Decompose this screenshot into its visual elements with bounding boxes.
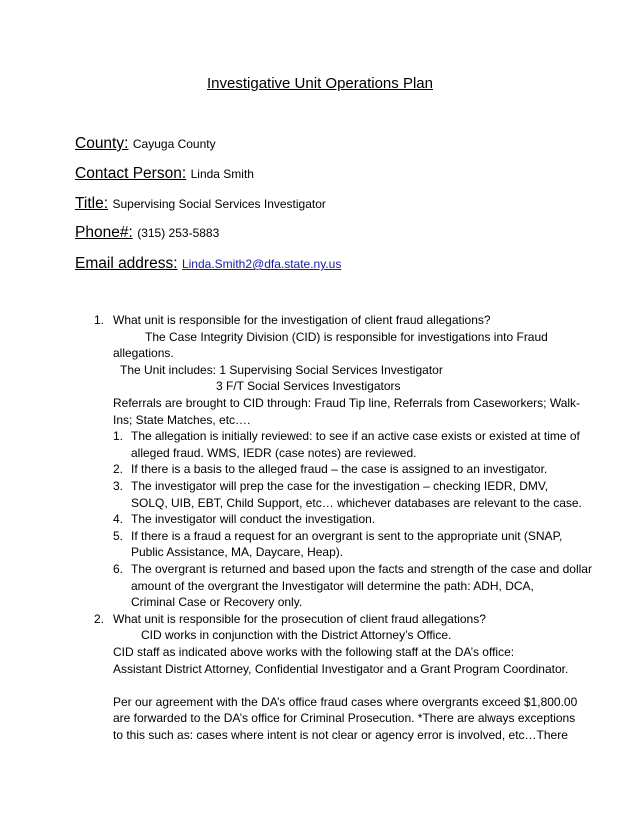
question-1-text: What unit is responsible for the investigation of client fraud allegations? xyxy=(113,313,491,327)
question-1-answer-line-2: allegations. xyxy=(113,346,174,361)
question-2-number: 2. xyxy=(94,611,105,626)
document-title: Investigative Unit Operations Plan xyxy=(207,75,433,92)
phone-value: (315) 253-5883 xyxy=(137,226,220,240)
question-1-answer-line-1: The Case Integrity Division (CID) is responsible for investigations into Fraud xyxy=(145,329,548,344)
phone-label: Phone#: xyxy=(75,224,133,241)
title-label: Title: xyxy=(75,195,109,212)
email-field xyxy=(75,254,341,274)
step-1-line-1: The allegation is initially reviewed: to see if an active case exists or existed at time of xyxy=(131,429,580,444)
county-value: Cayuga County xyxy=(132,137,216,151)
title-field xyxy=(75,194,326,214)
step-4-line-1: The investigator will conduct the investigation. xyxy=(131,512,376,527)
email-label: Email address: xyxy=(75,255,178,272)
contact-person-field xyxy=(75,164,254,184)
contact-person-value: Linda Smith xyxy=(190,167,254,181)
step-1-line-2: alleged fraud. WMS, IEDR (case notes) are reviewed. xyxy=(131,445,417,460)
step-3-line-2: SOLQ, UIB, EBT, Child Support, etc… whichever databases are relevant to the case. xyxy=(131,495,582,510)
step-6-line-3: Criminal Case or Recovery only. xyxy=(131,595,303,610)
step-5-line-2: Public Assistance, MA, Daycare, Heap). xyxy=(131,545,344,560)
agreement-line-1: Per our agreement with the DA’s office fraud cases where overgrants exceed $1,800.00 xyxy=(113,694,578,709)
cid-staff-line-2: Assistant District Attorney, Confidential Investigator and a Grant Program Coordinator. xyxy=(113,661,569,676)
phone-field xyxy=(75,223,219,243)
step-6-number: 6. xyxy=(113,562,124,576)
step-2-line-1: If there is a basis to the alleged fraud – the case is assigned to an investigator. xyxy=(131,462,548,477)
step-1-number: 1. xyxy=(113,429,124,444)
county-field xyxy=(75,134,216,154)
referrals-line-1: Referrals are brought to CID through: Fraud Tip line, Referrals from Caseworkers; Walk- xyxy=(113,396,581,410)
referrals-line-2: Ins; State Matches, etc…. xyxy=(113,412,251,427)
step-6-line-1: The overgrant is returned and based upon the facts and strength of the case and dollar xyxy=(131,562,592,576)
unit-includes-line-2: 3 F/T Social Services Investigators xyxy=(216,379,401,394)
step-6-line-2: amount of the overgrant the Investigator will determine the path: ADH, DCA, xyxy=(131,578,534,593)
agreement-line-3: to this such as: cases where intent is not clear or agency error is involved, etc…There xyxy=(113,728,568,742)
cid-staff-line-1: CID staff as indicated above works with the following staff at the DA’s office: xyxy=(113,645,515,659)
agreement-line-2: are forwarded to the DA’s office for Criminal Prosecution. *There are always exceptions xyxy=(113,711,576,726)
step-4-number: 4. xyxy=(113,512,124,527)
unit-includes-line-1: The Unit includes: 1 Supervising Social Services Investigator xyxy=(120,362,443,377)
step-5-line-1: If there is a fraud a request for an overgrant is sent to the appropriate unit (SNAP, xyxy=(131,528,563,543)
title-value: Supervising Social Services Investigator xyxy=(112,197,326,211)
step-5-number: 5. xyxy=(113,528,124,543)
step-2-number: 2. xyxy=(113,462,124,477)
contact-person-label: Contact Person: xyxy=(75,165,187,182)
question-2-answer-line-1: CID works in conjunction with the District Attorney’s Office. xyxy=(141,628,452,643)
step-3-number: 3. xyxy=(113,479,124,493)
email-link[interactable]: Linda.Smith2@dfa.state.ny.us xyxy=(181,257,342,271)
step-3-line-1: The investigator will prep the case for the investigation – checking IEDR, DMV, xyxy=(131,479,549,493)
question-1-number: 1. xyxy=(94,313,105,327)
question-2-text: What unit is responsible for the prosecution of client fraud allegations? xyxy=(113,611,486,626)
county-label: County: xyxy=(75,135,129,152)
